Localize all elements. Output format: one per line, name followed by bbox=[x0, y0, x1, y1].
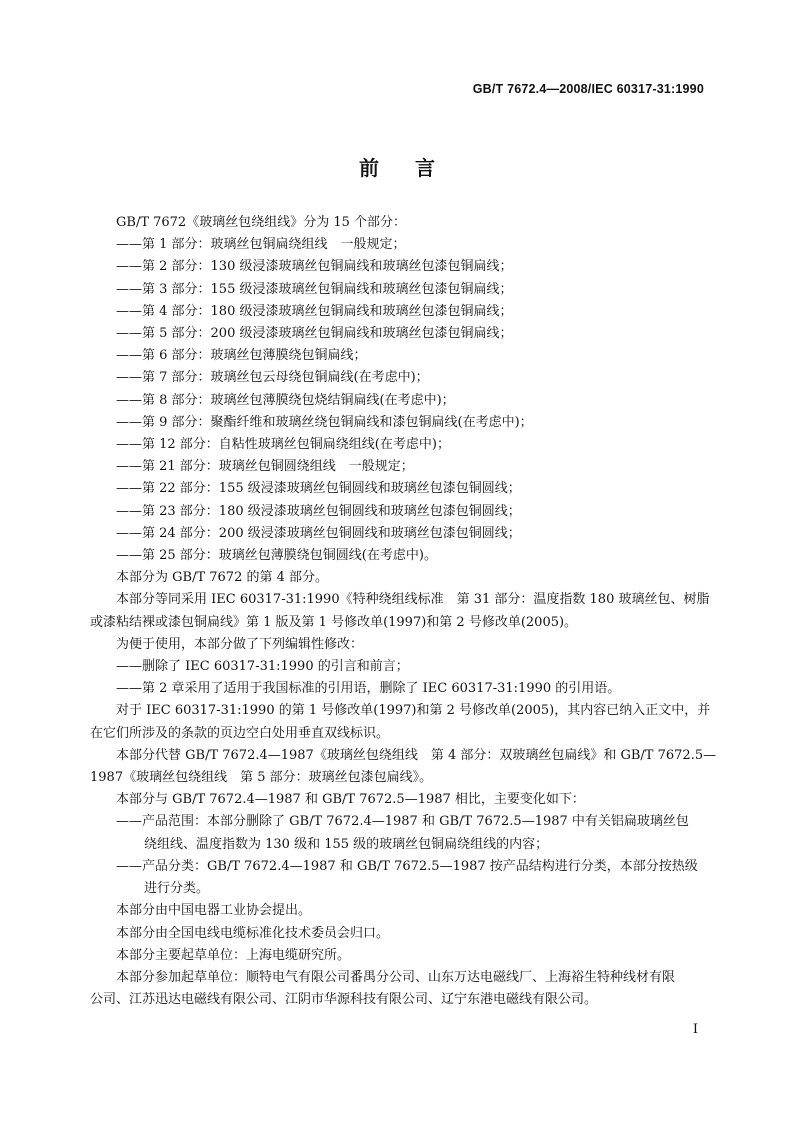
paragraph-replaces: 本部分代替 GB/T 7672.4—1987《玻璃丝包绕组线 第 4 部分：双玻璃丝包扁线》和 GB/T 7672.5— bbox=[116, 747, 717, 763]
paragraph-changes: 本部分与 GB/T 7672.4—1987 和 GB/T 7672.5—1987 相比，主要变化如下： bbox=[116, 792, 585, 808]
list-item-part-1: ——第 1 部分：玻璃丝包铜扁绕组线 一般规定； bbox=[116, 237, 406, 253]
list-item-part-2: ——第 2 部分：130 级浸漆玻璃丝包铜扁线和玻璃丝包漆包铜扁线； bbox=[116, 259, 513, 275]
list-item-editorial-2: ——第 2 章采用了适用于我国标准的引用语，删除了 IEC 60317-31:1990 的引用语。 bbox=[116, 681, 621, 697]
paragraph-intro: GB/T 7672《玻璃丝包绕组线》分为 15 个部分： bbox=[116, 215, 407, 230]
page-title: 前言 bbox=[359, 156, 471, 180]
paragraph-adoption: 本部分等同采用 IEC 60317-31:1990《特种绕组线标准 第 31 部分：温度指数 180 玻璃丝包、树脂 bbox=[116, 592, 710, 608]
paragraph-main-drafter: 本部分主要起草单位：上海电缆研究所。 bbox=[116, 947, 351, 963]
list-item-part-23: ——第 23 部分：180 级浸漆玻璃丝包铜圆线和玻璃丝包漆包铜圆线； bbox=[116, 503, 521, 519]
standard-number-header: GB/T 7672.4—2008/IEC 60317-31:1990 bbox=[472, 82, 704, 96]
list-item-part-4: ——第 4 部分：180 级浸漆玻璃丝包铜扁线和玻璃丝包漆包铜扁线； bbox=[116, 303, 513, 319]
foreword-body bbox=[90, 212, 717, 1011]
paragraph-adoption-cont: 或漆粘结裸或漆包铜扁线》第 1 版及第 1 号修改单(1997)和第 2 号修改单(2005)。 bbox=[90, 614, 578, 630]
list-item-change-class: ——产品分类：GB/T 7672.4—1987 和 GB/T 7672.5—1987 按产品结构进行分类，本部分按热级 bbox=[116, 858, 698, 874]
list-item-part-25: ——第 25 部分：玻璃丝包薄膜绕包铜圆线(在考虑中)。 bbox=[116, 548, 437, 564]
paragraph-part-number: 本部分为 GB/T 7672 的第 4 部分。 bbox=[116, 570, 329, 586]
page-number: I bbox=[692, 1022, 698, 1037]
list-item-part-12: ——第 12 部分：自粘性玻璃丝包铜扁绕组线(在考虑中)； bbox=[116, 437, 450, 453]
list-item-part-9: ——第 9 部分：聚酯纤维和玻璃丝绕包铜扁线和漆包铜扁线(在考虑中)； bbox=[116, 414, 533, 430]
paragraph-replaces-cont: 1987《玻璃丝包绕组线 第 5 部分：玻璃丝包漆包扁线》。 bbox=[90, 770, 433, 786]
list-item-part-3: ——第 3 部分：155 级浸漆玻璃丝包铜扁线和玻璃丝包漆包铜扁线； bbox=[116, 281, 513, 297]
list-item-part-22: ——第 22 部分：155 级浸漆玻璃丝包铜圆线和玻璃丝包漆包铜圆线； bbox=[116, 481, 521, 497]
list-item-part-24: ——第 24 部分：200 级浸漆玻璃丝包铜圆线和玻璃丝包漆包铜圆线； bbox=[116, 525, 521, 541]
paragraph-committee: 本部分由全国电线电缆标准化技术委员会归口。 bbox=[116, 925, 390, 941]
paragraph-amendments: 对于 IEC 60317-31:1990 的第 1 号修改单(1997)和第 2 号修改单(2005)，其内容已纳入正文中，并 bbox=[116, 703, 711, 719]
list-item-part-21: ——第 21 部分：玻璃丝包铜圆绕组线 一般规定； bbox=[116, 459, 414, 475]
list-item-part-8: ——第 8 部分：玻璃丝包薄膜绕包烧结铜扁线(在考虑中)； bbox=[116, 392, 455, 408]
paragraph-participants: 本部分参加起草单位：顺特电气有限公司番禺分公司、山东万达电磁线厂、上海裕生特种线材有限 bbox=[116, 969, 676, 985]
list-item-change-class-cont: 进行分类。 bbox=[144, 881, 210, 897]
list-item-part-6: ——第 6 部分：玻璃丝包薄膜绕包铜扁线； bbox=[116, 348, 367, 364]
paragraph-participants-cont: 公司、江苏迅达电磁线有限公司、江阴市华源科技有限公司、辽宁东港电磁线有限公司。 bbox=[90, 992, 598, 1008]
list-item-part-7: ——第 7 部分：玻璃丝包云母绕包铜扁线(在考虑中)； bbox=[116, 370, 429, 386]
paragraph-amendments-cont: 在它们所涉及的条款的页边空白处用垂直双线标识。 bbox=[90, 725, 390, 741]
list-item-editorial-1: ——删除了 IEC 60317-31:1990 的引言和前言； bbox=[116, 659, 409, 675]
list-item-part-5: ——第 5 部分：200 级浸漆玻璃丝包铜扁线和玻璃丝包漆包铜扁线； bbox=[116, 326, 513, 342]
list-item-change-scope: ——产品范围：本部分删除了 GB/T 7672.4—1987 和 GB/T 7672.5—1987 中有关铝扁玻璃丝包 bbox=[116, 814, 689, 830]
paragraph-editorial: 为便于使用，本部分做了下列编辑性修改： bbox=[116, 636, 364, 652]
paragraph-proposed: 本部分由中国电器工业协会提出。 bbox=[116, 903, 312, 919]
list-item-change-scope-cont: 绕组线、温度指数为 130 级和 155 级的玻璃丝包铜扁绕组线的内容； bbox=[144, 836, 549, 852]
